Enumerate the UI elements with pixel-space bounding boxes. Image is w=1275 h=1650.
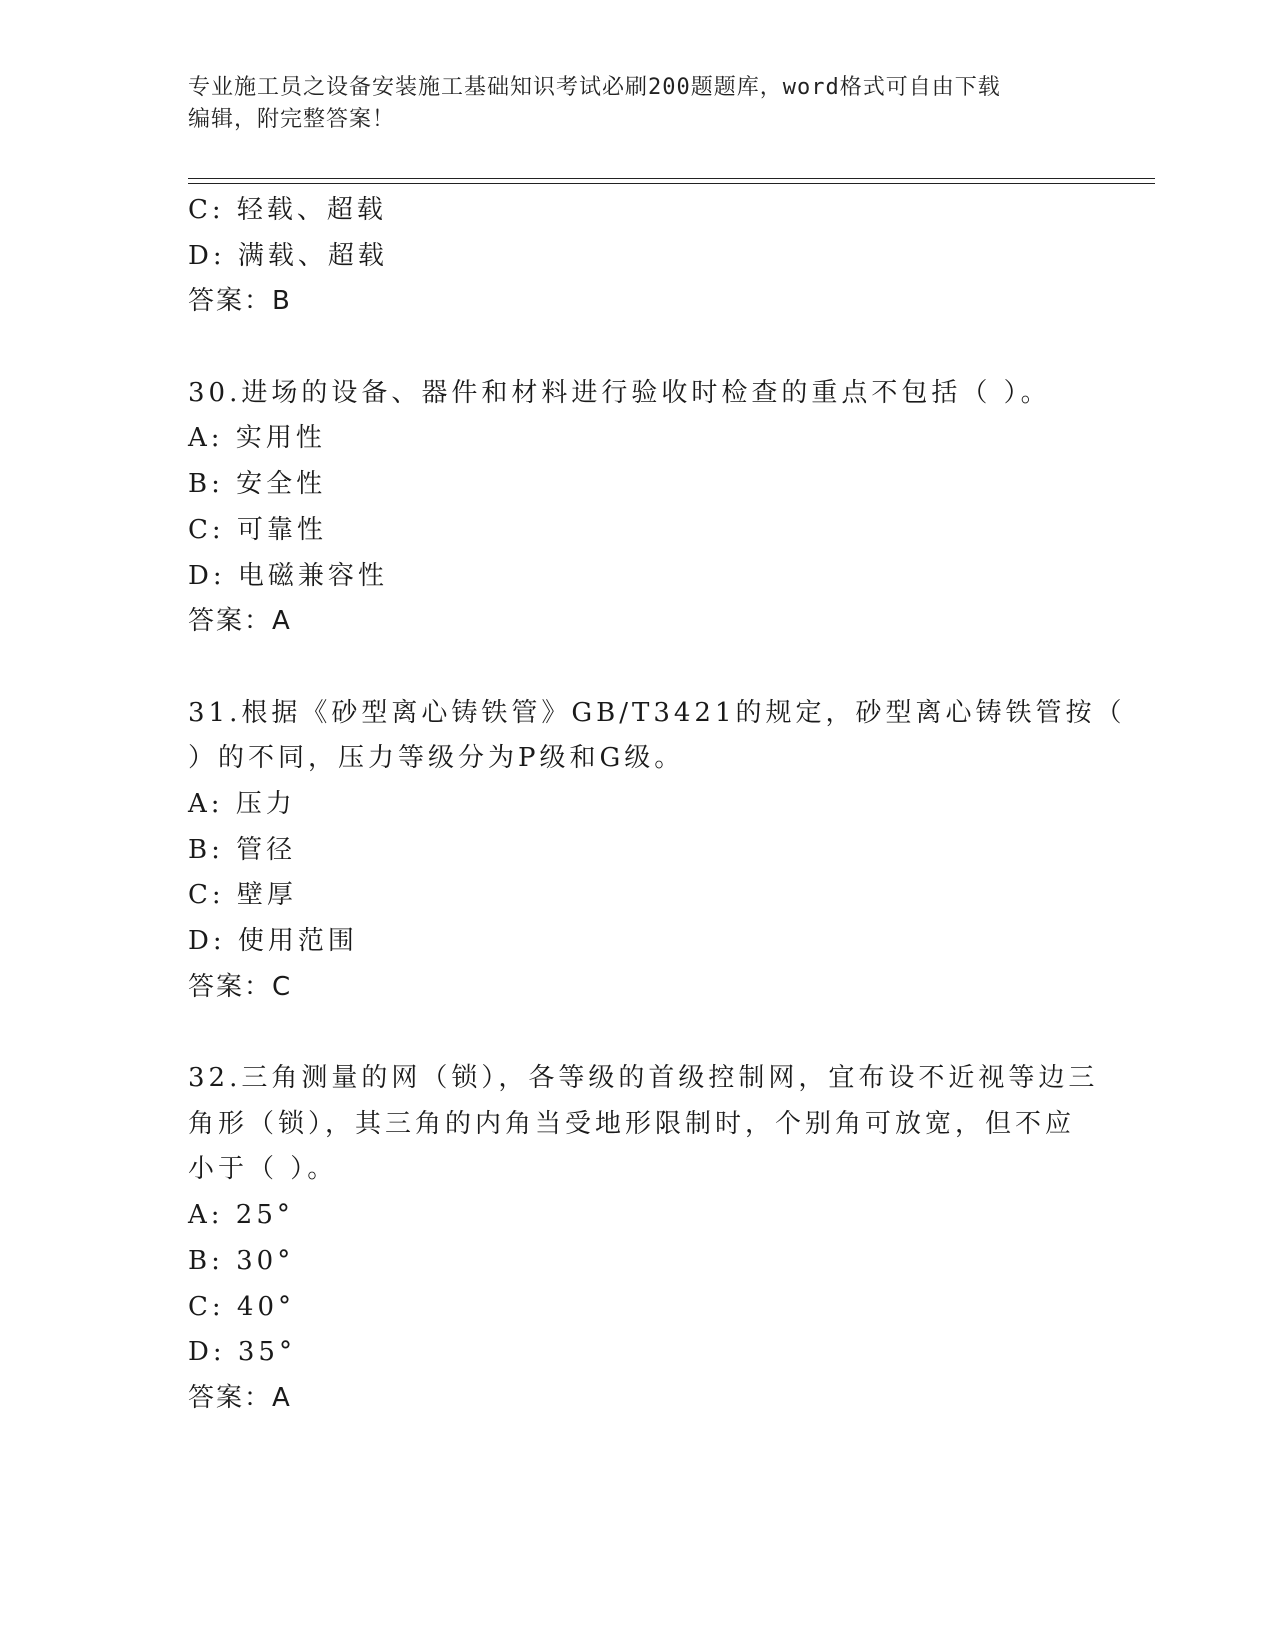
document-header xyxy=(188,72,1088,136)
option-c: C: 可靠性 xyxy=(188,514,327,545)
option-c: C: 壁厚 xyxy=(188,880,297,911)
answer-line: 答案：A xyxy=(188,1382,292,1413)
spacer xyxy=(188,645,1088,691)
question-30 xyxy=(188,371,1088,645)
option-d: D: 使用范围 xyxy=(188,926,358,956)
option-d: D: 满载、超载 xyxy=(188,240,388,271)
answer-line: 答案：C xyxy=(188,971,293,1002)
option-b: B: 管径 xyxy=(188,834,297,865)
header-title-line-2: 编辑，附完整答案！ xyxy=(188,107,396,132)
answer-line: 答案：A xyxy=(188,606,292,637)
option-a: A: 25° xyxy=(188,1200,294,1231)
option-d: D: 35° xyxy=(188,1337,296,1368)
question-31 xyxy=(188,691,1126,1011)
question-text: 小于（ ）。 xyxy=(188,1154,338,1185)
spacer xyxy=(188,1010,1088,1056)
option-b: B: 安全性 xyxy=(188,469,327,500)
question-text: 32.三角测量的网（锁），各等级的首级控制网，宜布设不近视等边三 xyxy=(188,1063,1099,1094)
question-text: 30.进场的设备、器件和材料进行验收时检查的重点不包括（ ）。 xyxy=(188,377,1051,408)
header-title-line-1: 专业施工员之设备安装施工基础知识考试必刷200题题库，word格式可自由下载 xyxy=(188,75,1001,100)
question-32 xyxy=(188,1056,1099,1422)
option-d: D: 电磁兼容性 xyxy=(188,560,388,591)
question-text: ）的不同，压力等级分为P级和G级。 xyxy=(188,743,685,774)
option-c: C: 轻载、超载 xyxy=(188,195,387,225)
option-c: C: 40° xyxy=(188,1291,296,1322)
option-a: A: 压力 xyxy=(188,788,296,819)
option-b: B: 30° xyxy=(188,1245,295,1276)
answer-line: 答案：B xyxy=(188,286,292,317)
header-divider-top xyxy=(188,178,1155,179)
question-text: 31.根据《砂型离心铸铁管》GB/T3421的规定，砂型离心铸铁管按（ xyxy=(188,697,1126,728)
header-divider-bottom xyxy=(188,183,1155,184)
spacer xyxy=(188,325,1088,371)
option-a: A: 实用性 xyxy=(188,423,326,454)
question-text: 角形（锁），其三角的内角当受地形限制时，个别角可放宽，但不应 xyxy=(188,1108,1076,1139)
question-content xyxy=(188,188,1126,1422)
